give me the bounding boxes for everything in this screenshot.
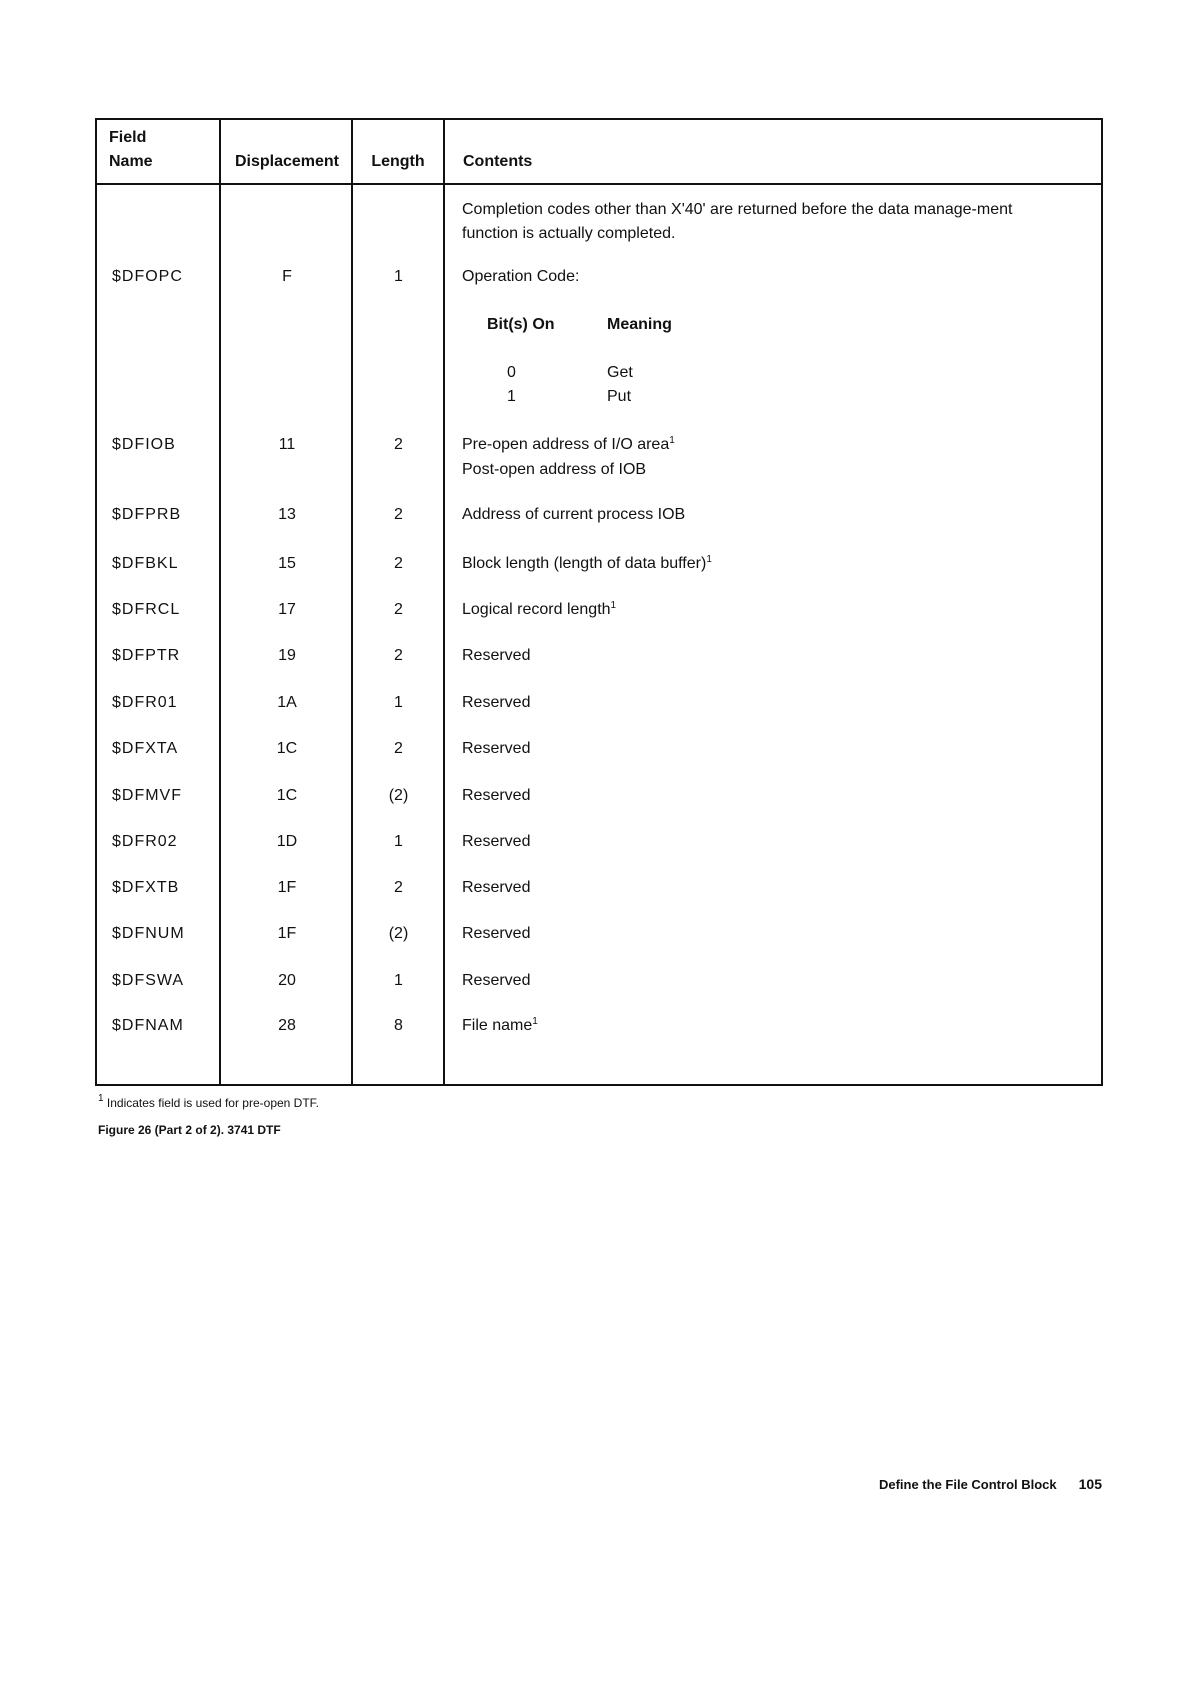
- header-length: Length: [371, 153, 425, 170]
- contents-cell: Reserved: [462, 694, 531, 711]
- bit-value: 0: [507, 364, 516, 381]
- displacement-cell: 19: [278, 647, 296, 664]
- contents-cell: Reserved: [462, 787, 531, 804]
- footer-title: Define the File Control Block: [878, 1477, 1057, 1492]
- footnote-marker: 1: [98, 1093, 104, 1104]
- field-name-cell: $DFR02: [112, 833, 178, 850]
- length-cell: 2: [394, 601, 403, 618]
- field-name-cell: $DFXTB: [112, 879, 180, 896]
- field-name-cell: $DFRCL: [112, 601, 181, 618]
- page-number: 105: [1078, 1476, 1102, 1492]
- field-name-cell: $DFPRB: [112, 506, 182, 523]
- figure-caption: Figure 26 (Part 2 of 2). 3741 DTF: [98, 1123, 281, 1137]
- dtf-table: [95, 118, 1103, 1086]
- displacement-cell: 1F: [277, 925, 297, 942]
- contents-cell: Reserved: [462, 833, 531, 850]
- completion-note: Completion codes other than X'40' are returned before the data manage-ment function is actually completed.: [462, 201, 1013, 242]
- footnote-text: Indicates field is used for pre-open DTF.: [106, 1096, 320, 1110]
- contents-cell: Address of current process IOB: [462, 506, 686, 523]
- length-cell: 1: [394, 268, 403, 285]
- header-divider: [97, 183, 1101, 185]
- contents-cell: Pre-open address of I/O area$^1$: [462, 435, 675, 453]
- footnote-marker: 1: [532, 1016, 538, 1027]
- length-cell: 1: [394, 972, 403, 989]
- footnote-marker: 1: [706, 554, 712, 565]
- footnote: [98, 1093, 320, 1110]
- contents-cell: Block length (length of data buffer)$^1$: [462, 554, 712, 572]
- page-footer: [879, 1476, 1102, 1492]
- footnote-marker: 1: [610, 600, 617, 611]
- length-cell: (2): [388, 787, 409, 804]
- bit-meaning: Get: [607, 364, 633, 381]
- length-cell: 1: [394, 694, 403, 711]
- displacement-cell: 20: [278, 972, 296, 989]
- displacement-cell: 1C: [276, 787, 298, 804]
- field-name-cell: $DFXTA: [112, 740, 179, 757]
- length-cell: 2: [394, 506, 403, 523]
- field-name-cell: $DFOPC: [112, 268, 183, 285]
- contents-cell: Post-open address of IOB: [462, 461, 647, 478]
- field-name-cell: $DFNUM: [112, 925, 185, 942]
- displacement-cell: 11: [278, 436, 296, 453]
- bits-on-header: Bit(s) On: [487, 316, 555, 333]
- displacement-cell: 15: [278, 555, 296, 572]
- length-cell: 2: [394, 879, 403, 896]
- field-name-cell: $DFR01: [112, 694, 178, 711]
- contents-cell: Reserved: [462, 647, 531, 664]
- contents-cell: Reserved: [462, 879, 531, 896]
- contents-cell: Logical record length$^1$: [462, 600, 617, 618]
- meaning-header: Meaning: [607, 316, 672, 333]
- length-cell: 2: [394, 740, 403, 757]
- footnote-marker: 1: [669, 435, 675, 446]
- displacement-cell: 17: [278, 601, 296, 618]
- displacement-cell: 1A: [277, 694, 297, 711]
- field-name-cell: $DFMVF: [112, 787, 182, 804]
- displacement-cell: 1F: [277, 879, 297, 896]
- contents-cell: Reserved: [462, 740, 531, 757]
- field-name-cell: $DFPTR: [112, 647, 181, 664]
- contents-cell: Reserved: [462, 972, 531, 989]
- contents-cell: Operation Code:: [462, 268, 580, 285]
- field-name-cell: $DFNAM: [112, 1017, 184, 1034]
- field-name-cell: $DFSWA: [112, 972, 185, 989]
- contents-cell: File name$^1$: [462, 1016, 538, 1034]
- displacement-cell: 28: [278, 1017, 296, 1034]
- displacement-cell: F: [282, 268, 292, 285]
- length-cell: 2: [394, 647, 403, 664]
- field-name-cell: $DFBKL: [112, 555, 179, 572]
- displacement-cell: 1C: [276, 740, 298, 757]
- length-cell: 1: [394, 833, 403, 850]
- field-name-cell: $DFIOB: [112, 436, 176, 453]
- displacement-cell: 1D: [276, 833, 298, 850]
- length-cell: (2): [388, 925, 409, 942]
- bit-meaning: Put: [607, 388, 632, 405]
- displacement-cell: 13: [278, 506, 296, 523]
- length-cell: 2: [394, 436, 403, 453]
- length-cell: 8: [394, 1017, 403, 1034]
- header-displacement: Displacement: [234, 153, 340, 170]
- header-contents: Contents: [463, 153, 533, 170]
- header-field-name: Field Name: [109, 129, 153, 170]
- contents-cell: Reserved: [462, 925, 531, 942]
- length-cell: 2: [394, 555, 403, 572]
- bit-value: 1: [507, 388, 516, 405]
